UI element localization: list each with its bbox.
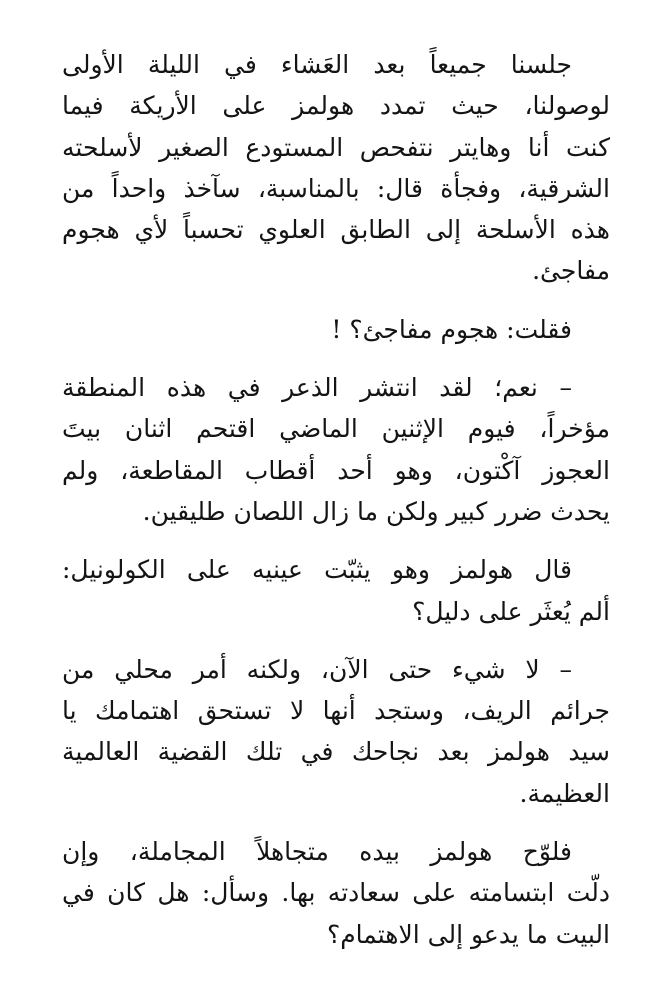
text-line: البيت ما يدعو إلى الاهتمام؟ — [326, 919, 610, 949]
text-line: سيد هولمز بعد نجاحك في تلك القضية العالمية — [62, 737, 610, 767]
text-line: مفاجئ. — [532, 256, 610, 286]
text-line: قال هولمز وهو يثبّت عينيه على الكولونيل: — [62, 555, 572, 585]
text-line: دلّت ابتسامته على سعادته بها. وسأل: هل كان في — [62, 878, 610, 908]
text-line: لوصولنا، حيث تمدد هولمز على الأريكة فيما — [62, 91, 610, 121]
text-line: يحدث ضرر كبير ولكن ما زال اللصان طليقين. — [142, 496, 610, 526]
text-line: فقلت: هجوم مفاجئ؟ ! — [331, 314, 572, 344]
text-line: فلوّح هولمز بيده متجاهلاً المجاملة، وإن — [62, 837, 572, 867]
paragraph-2 — [62, 309, 610, 350]
paragraph-4 — [62, 549, 610, 632]
text-line: الشرقية، وفجأة قال: بالمناسبة، سآخذ واحداً من — [62, 173, 610, 203]
paragraph-3 — [62, 367, 610, 532]
text-line: جرائم الريف، وستجد أنها لا تستحق اهتمامك يا — [62, 696, 610, 726]
text-line: كنت أنا وهايتر نتفحص المستودع الصغير لأسلحته — [62, 132, 610, 162]
paragraph-1 — [62, 44, 610, 292]
text-line: جلسنا جميعاً بعد العَشاء في الليلة الأولى — [62, 50, 572, 79]
book-page — [62, 44, 610, 972]
text-line: العظيمة. — [519, 778, 610, 808]
text-line: – لا شيء حتى الآن، ولكنه أمر محلي من — [62, 654, 572, 684]
text-line: العجوز آكْتون، وهو أحد أقطاب المقاطعة، ولم — [62, 455, 610, 485]
paragraph-6 — [62, 831, 610, 955]
text-line: – نعم؛ لقد انتشر الذعر في هذه المنطقة — [62, 373, 572, 403]
paragraph-5 — [62, 649, 610, 814]
text-line: مؤخراً، فيوم الإثنين الماضي اقتحم اثنان بيتَ — [62, 414, 610, 444]
text-line: ألم يُعثَر على دليل؟ — [412, 596, 610, 626]
text-line: هذه الأسلحة إلى الطابق العلوي تحسباً لأي هجوم — [62, 215, 610, 245]
